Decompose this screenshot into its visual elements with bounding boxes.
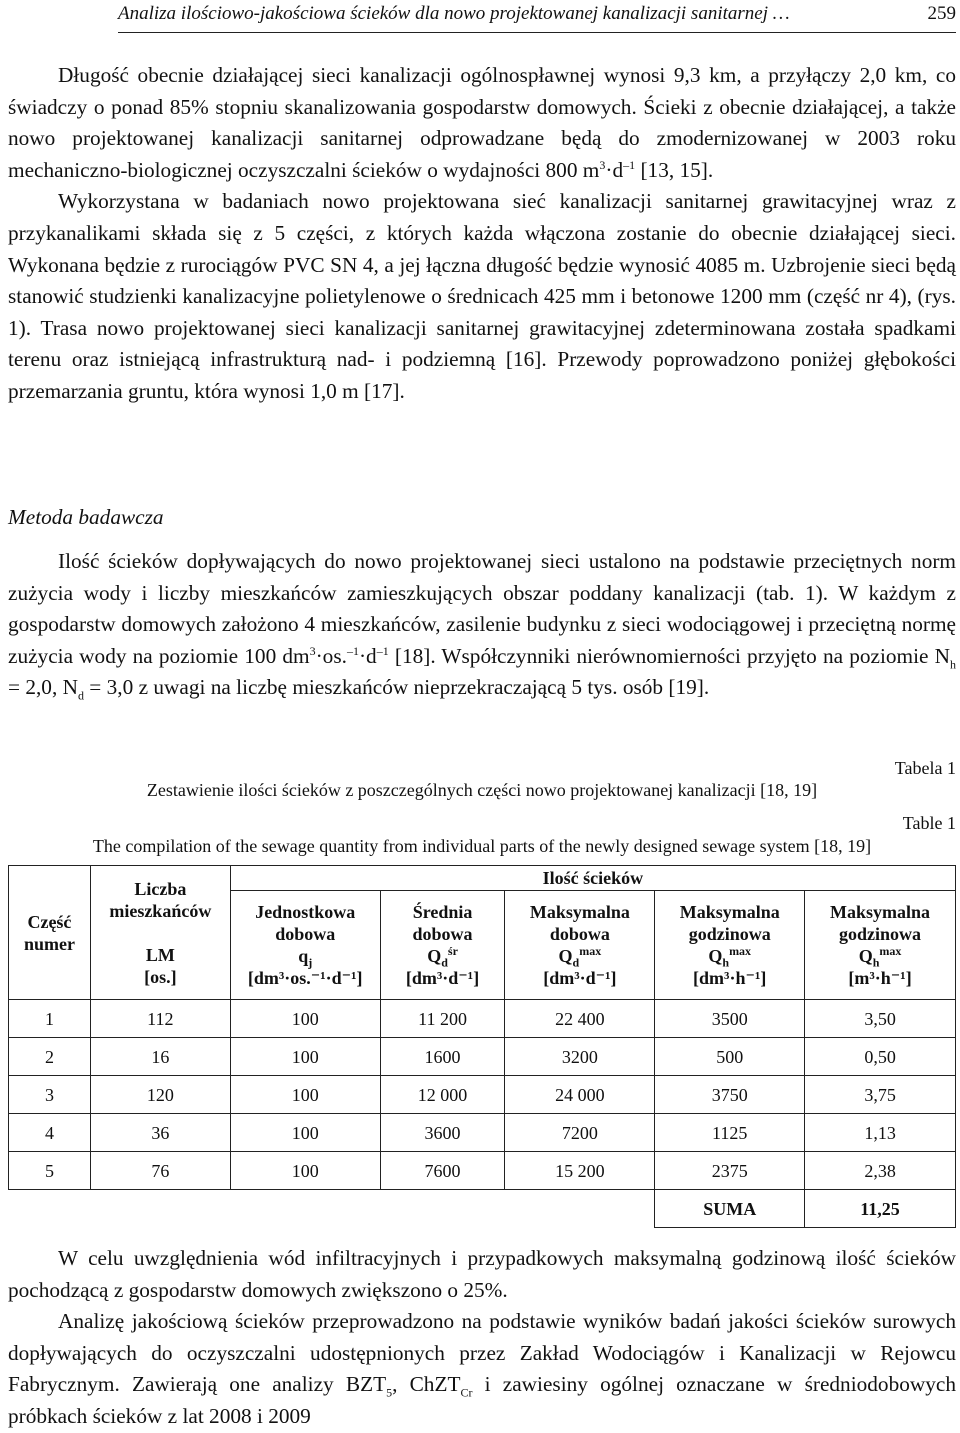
table-sum-row [9,1190,956,1228]
cell: 120 [90,1076,230,1114]
cell: 11 200 [380,1000,505,1038]
empty-cell [9,1190,91,1228]
intro-text [8,60,956,408]
cell: 15 200 [505,1152,655,1190]
empty-cell [380,1190,505,1228]
sub: h [950,657,956,672]
text: , ChZT [392,1372,461,1397]
intro-paragraph-1 [8,60,956,186]
col-population: Liczba mieszkańców LM [os.] [90,866,230,1000]
empty-cell [230,1190,380,1228]
text: Analizę jakościową ścieków przeprowadzono na podstawie wyników badań jakości ścieków surowych dopływających do oczyszczalni udostępnionych przez Zakład Wodociągów i Kanalizacji w Rejowcu Fabrycznym. Zawierają one analizy BZT [8,1309,956,1397]
col-unit-daily: Jednostkowa dobowa $q_j$ [dm³·os.⁻¹·d⁻¹] [230,891,380,1000]
sub: Cr [460,1385,473,1400]
table-row [9,1000,956,1038]
text: = 3,0 z uwagi na liczbę mieszkańców nieprzekraczającą 5 tys. osób [19]. [83,675,710,700]
empty-cell [90,1190,230,1228]
intro-paragraph-2: Wykorzystana w badaniach nowo projektowana sieć kanalizacji sanitarnej grawitacyjnej wraz z przykanalikami składa się z 5 części, z których każda włączona zostanie do obecnie działającej sieci. Wykonana będzie z rurociągów PVC SN 4, a jej łączna długość będzie wynosić 4085 m. Uzbrojenie sieci będą stanowić studzienki kanalizacyjne polietylenowe o średnicach 425 mm i betonowe 1200 mm (część nr 4), (rys. 1). Trasa nowo projektowanej sieci kanalizacji sanitarnej grawitacyjnej zdeterminowana została spadkami terenu oraz istniejącą infrastrukturą nad- i podziemną [16]. Przewody poprowadzono poniżej głębokości przemarzania gruntu, która wynosi 1,0 m [17]. [8,189,956,403]
col-part: Część numer [9,866,91,1000]
cell: 24 000 [505,1076,655,1114]
cell: 7600 [380,1152,505,1190]
cell: 3,75 [805,1076,956,1114]
cell: 3200 [505,1038,655,1076]
intro-p1-text: Długość obecnie działającej sieci kanalizacji ogólnospławnej wynosi 9,3 km, a przyłączy 2,0 km, co świadczy o ponad 85% stopniu skanalizowania gospodarstw domowych. Ścieki z obecnie działającej, a także nowo projektowanej kanalizacji sanitarnej odprowadzane będą do zmodernizowanej w 2003 roku mechaniczno-biologicznej oczyszczalni ścieków o wydajności 800 m [8,63,956,182]
running-header [118,0,956,33]
cell: 3750 [655,1076,805,1114]
cell: 100 [230,1076,380,1114]
cell: 16 [90,1038,230,1076]
cell: 5 [9,1152,91,1190]
sewage-table [8,865,956,1228]
cell: 3 [9,1076,91,1114]
exp: 3 [309,643,316,658]
conclusion-text [8,1243,956,1433]
cell: 100 [230,1152,380,1190]
unit: ·d [605,157,624,182]
text: i zawiesiny ogólnej oznaczane w średniodobowych próbkach ścieków z lat 2008 i 2009 [8,1372,956,1428]
cell: 1,13 [805,1114,956,1152]
cell: 7200 [505,1114,655,1152]
sub: 5 [386,1385,393,1400]
text: [18]. Współczynniki nierównomierności przyjęto na poziomie N [388,643,950,668]
col-max-hourly-m: Maksymalna godzinowa $Q_h^{max}$ [m³·h⁻¹] [805,891,956,1000]
cell: 500 [655,1038,805,1076]
col-max-hourly-dm: Maksymalna godzinowa $Q_h^{max}$ [dm³·h⁻¹] [655,891,805,1000]
table-row [9,1114,956,1152]
col-avg-daily: Średnia dobowa $Q_d^{śr}$ [dm³·d⁻¹] [380,891,505,1000]
cell: 0,50 [805,1038,956,1076]
running-title: Analiza ilościowo-jakościowa ścieków dla nowo projektowanej kanalizacji sanitarnej … [118,3,790,24]
cell: 1125 [655,1114,805,1152]
sub: d [77,688,84,703]
cell: 1600 [380,1038,505,1076]
text: = 2,0, N [8,675,78,700]
text: ·os. [315,643,347,668]
table-row [9,1038,956,1076]
table-row [9,1076,956,1114]
cell: 3500 [655,1000,805,1038]
section-title: Metoda badawcza [8,505,164,529]
table-label-en: Table 1 [902,813,956,833]
cell: 100 [230,1038,380,1076]
table-title-pl: Zestawienie ilości ścieków z poszczególnych części nowo projektowanej kanalizacji [18, 19] [146,780,818,800]
exp: –1 [376,643,389,658]
page-number: 259 [927,3,956,24]
cell: 76 [90,1152,230,1190]
table-row [9,1152,956,1190]
table-label-pl: Tabela 1 [894,758,956,778]
table-title-en: The compilation of the sewage quantity from individual parts of the newly designed sewage system [18, 19] [92,836,872,856]
exp: –1 [623,157,636,172]
methods-text [8,546,956,704]
exp: 3 [599,157,606,172]
cell: 4 [9,1114,91,1152]
cell: 112 [90,1000,230,1038]
cell: 100 [230,1000,380,1038]
cell: 12 000 [380,1076,505,1114]
sum-label: SUMA [655,1190,805,1228]
cell: 1 [9,1000,91,1038]
empty-cell [505,1190,655,1228]
exp: –1 [346,643,359,658]
col-group-sewage: Ilość ścieków [230,866,955,891]
cell: 36 [90,1114,230,1152]
cell: 3,50 [805,1000,956,1038]
methods-paragraph [8,546,956,704]
table-header-row-1 [9,866,956,891]
cell: 2375 [655,1152,805,1190]
after-paragraph-1: W celu uwzględnienia wód infiltracyjnych i przypadkowych maksymalną godzinową ilość ścieków pochodzącą z gospodarstw domowych zwiększono o 25%. [8,1246,956,1302]
cell: 22 400 [505,1000,655,1038]
text: Ilość ścieków dopływających do nowo projektowanej sieci ustalono na podstawie przeciętnych norm zużycia wody i liczby mieszkańców zamieszkujących obszar poddany kanalizacji (tab. 1). W każdym z gospodarstw domowych założono 4 mieszkańców, zasilenie budynku z sieci wodociągowej i przeciętną normę zużycia wody na poziomie 100 dm [8,549,956,668]
cell: 3600 [380,1114,505,1152]
cell: 2 [9,1038,91,1076]
cell: 2,38 [805,1152,956,1190]
col-max-daily: Maksymalna dobowa $Q_d^{max}$ [dm³·d⁻¹] [505,891,655,1000]
sum-value: 11,25 [805,1190,956,1228]
cell: 100 [230,1114,380,1152]
after-paragraph-2 [8,1306,956,1432]
text: ·d [358,643,377,668]
citation: [13, 15]. [635,157,714,182]
